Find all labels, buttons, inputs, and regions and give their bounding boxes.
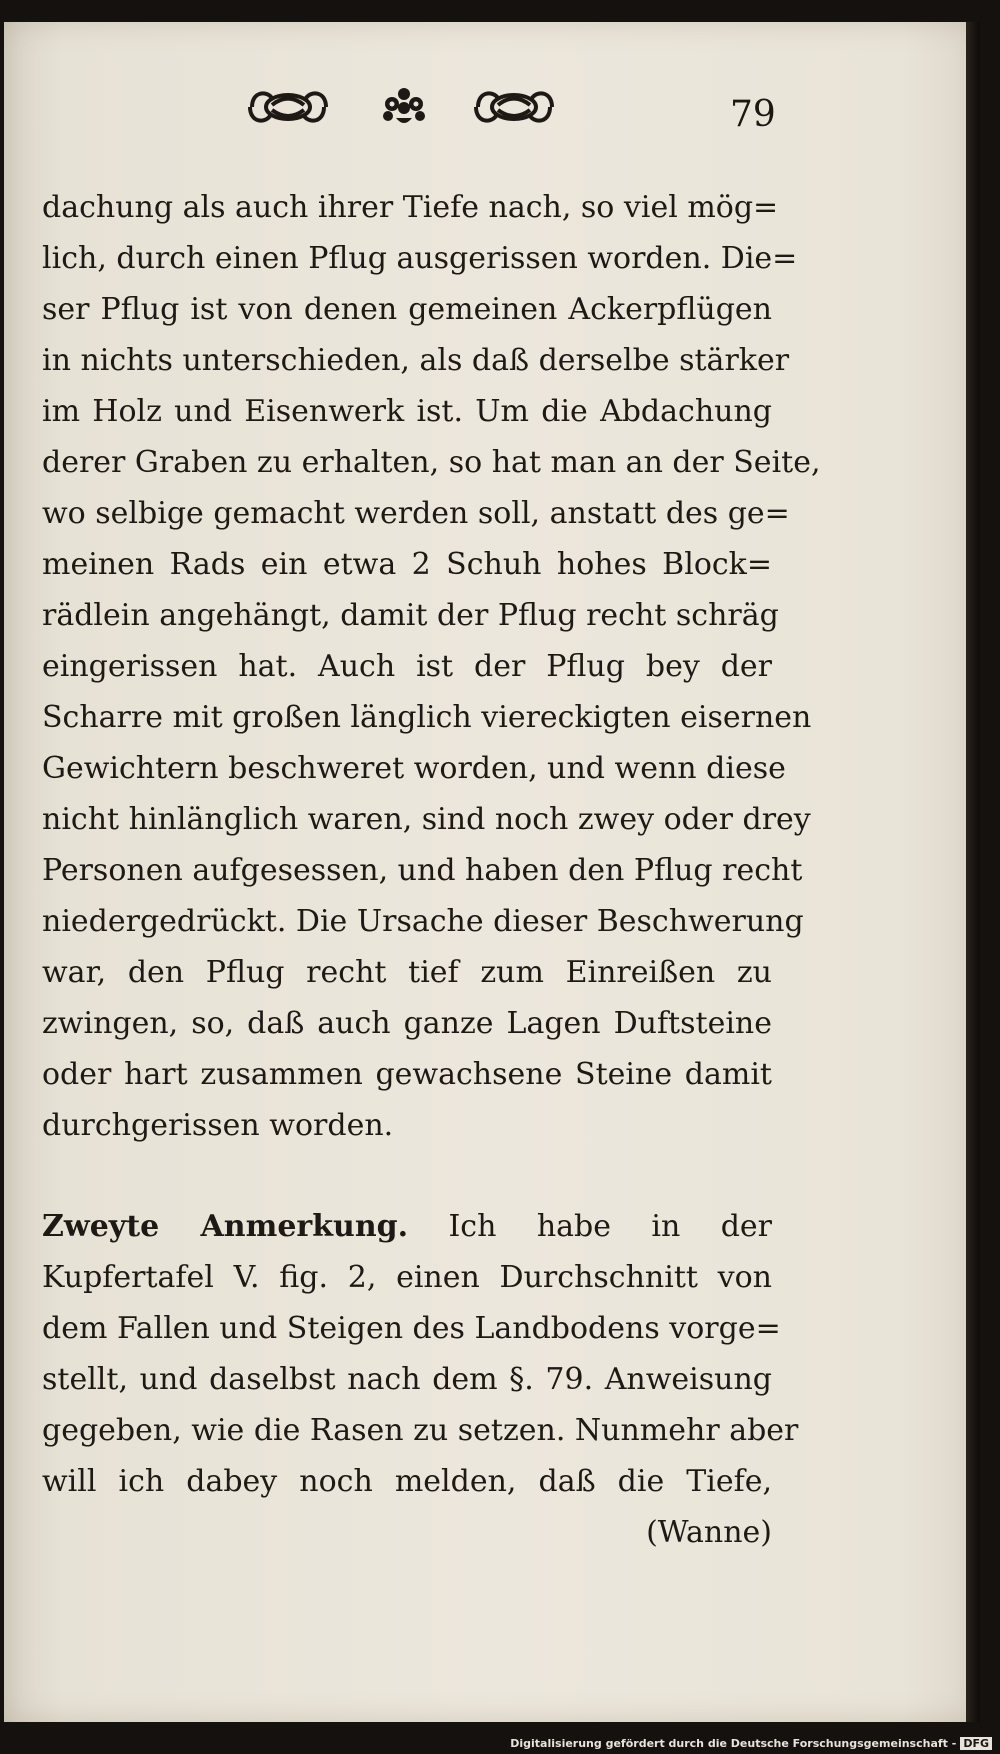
- text-line: durchgerissen worden.: [42, 1108, 394, 1143]
- text-line: nicht hinlänglich waren, sind noch zwey oder drey: [42, 802, 811, 837]
- body-text: [42, 182, 821, 1558]
- text-line: lich, durch einen Pflug ausgerissen worden. Die=: [42, 241, 798, 276]
- digitization-credit: [510, 1737, 992, 1750]
- book-spine: [966, 22, 980, 1722]
- paragraph-2: [42, 1201, 799, 1558]
- page-header: [4, 84, 980, 144]
- text-line: war, den Pflug recht tief zum Einreißen zu: [42, 955, 772, 990]
- text-line: Kupfertafel V. fig. 2, einen Durchschnitt von: [42, 1260, 772, 1295]
- text-line: meinen Rads ein etwa 2 Schuh hohes Block=: [42, 547, 772, 582]
- text-line: derer Graben zu erhalten, so hat man an der Seite,: [42, 445, 821, 480]
- catchword: (Wanne): [646, 1515, 772, 1550]
- credit-text: Digitalisierung gefördert durch die Deutsche Forschungsgemeinschaft -: [510, 1737, 957, 1750]
- paragraph-gap: [42, 1151, 772, 1201]
- text-line: dachung als auch ihrer Tiefe nach, so viel mög=: [42, 190, 779, 225]
- text-line: eingerissen hat. Auch ist der Pflug bey der: [42, 649, 772, 684]
- text-line: niedergedrückt. Die Ursache dieser Beschwerung: [42, 904, 804, 939]
- dfg-logo-badge: DFG: [960, 1737, 992, 1750]
- section-heading: Zweyte Anmerkung.: [42, 1209, 409, 1244]
- text-line: Personen aufgesessen, und haben den Pflug recht: [42, 853, 803, 888]
- text-line: oder hart zusammen gewachsene Steine damit: [42, 1057, 772, 1092]
- text-line: stellt, und daselbst nach dem §. 79. Anweisung: [42, 1362, 772, 1397]
- ornament-left-icon: [242, 84, 334, 130]
- paragraph-1: [42, 182, 821, 1151]
- text-line: im Holz und Eisenwerk ist. Um die Abdachung: [42, 394, 772, 429]
- ornament-center-icon: [378, 84, 430, 130]
- text-line-rest: Ich habe in der: [448, 1209, 772, 1244]
- ornament-right-icon: [468, 84, 560, 130]
- text-line: gegeben, wie die Rasen zu setzen. Nunmehr aber: [42, 1413, 799, 1448]
- text-line: rädlein angehängt, damit der Pflug recht schräg: [42, 598, 779, 633]
- text-line: [42, 1201, 772, 1252]
- text-line: Gewichtern beschweret worden, und wenn diese: [42, 751, 786, 786]
- text-line: dem Fallen und Steigen des Landbodens vorge=: [42, 1311, 781, 1346]
- text-line: Scharre mit großen länglich viereckigten eisernen: [42, 700, 812, 735]
- text-line: ser Pflug ist von denen gemeinen Ackerpflügen: [42, 292, 772, 327]
- book-page: [4, 22, 980, 1722]
- text-line: will ich dabey noch melden, daß die Tiefe,: [42, 1464, 772, 1499]
- page-number: 79: [730, 94, 776, 135]
- text-line: in nichts unterschieden, als daß derselbe stärker: [42, 343, 790, 378]
- text-line: wo selbige gemacht werden soll, anstatt des ge=: [42, 496, 790, 531]
- text-line: zwingen, so, daß auch ganze Lagen Duftsteine: [42, 1006, 772, 1041]
